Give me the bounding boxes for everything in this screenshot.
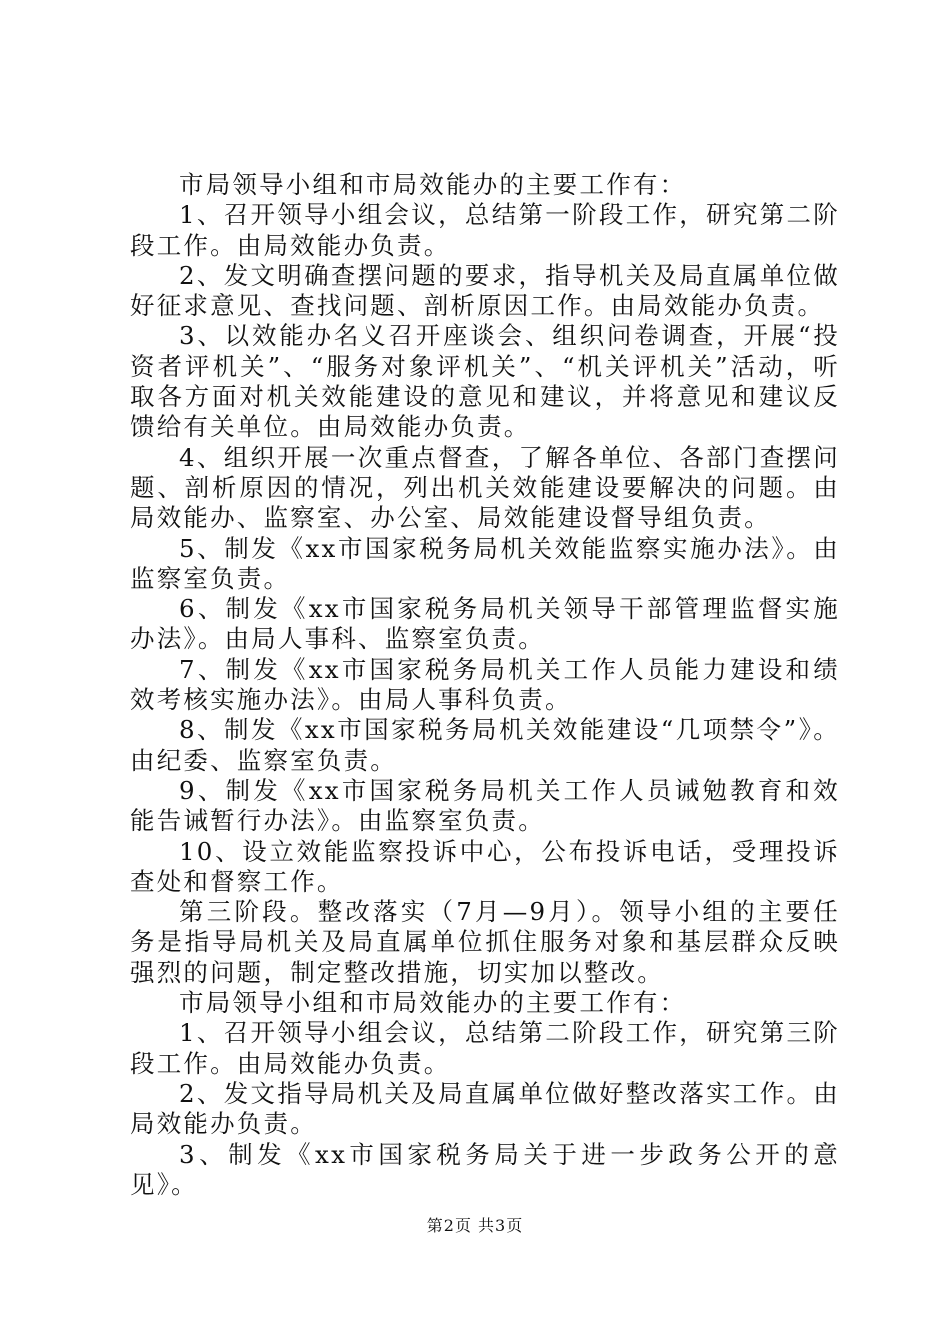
- paragraph-work-intro-2: 市局领导小组和市局效能办的主要工作有：: [179, 988, 687, 1018]
- paragraph-item-8: 8、制发《xx市国家税务局机关效能建设“几项禁令”》。由纪委、监察室负责。: [130, 715, 840, 775]
- paragraph-item-3: 3、以效能办名义召开座谈会、组织问卷调查，开展“投资者评机关”、“服务对象评机关”、“机关评机关”活动，听取各方面对机关效能建设的意见和建议，并将意见和建议反馈给有关单位。由局效能办负责。: [130, 321, 840, 442]
- paragraph-item-7: 7、制发《xx市国家税务局机关工作人员能力建设和绩效考核实施办法》。由局人事科负责。: [130, 654, 840, 715]
- page-number-footer: 第2页 共3页: [426, 1216, 524, 1235]
- paragraph-item-10: 10、设立效能监察投诉中心，公布投诉电话，受理投诉查处和督察工作。: [130, 836, 840, 896]
- paragraph-work-intro: 市局领导小组和市局效能办的主要工作有：: [179, 170, 687, 199]
- paragraph-stage3-item-1: 1、召开领导小组会议，总结第二阶段工作，研究第三阶段工作。由局效能办负责。: [130, 1018, 840, 1078]
- paragraph-item-5: 5、制发《xx市国家税务局机关效能监察实施办法》。由监察室负责。: [130, 533, 840, 593]
- paragraph-item-1: 1、召开领导小组会议，总结第一阶段工作，研究第二阶段工作。由局效能办负责。: [130, 200, 840, 260]
- paragraph-item-4: 4、组织开展一次重点督查，了解各单位、各部门查摆问题、剖析原因的情况，列出机关效能建设要解决的问题。由局效能办、监察室、办公室、局效能建设督导组负责。: [130, 442, 840, 533]
- paragraph-item-9: 9、制发《xx市国家税务局机关工作人员诫勉教育和效能告诫暂行办法》。由监察室负责。: [130, 775, 840, 836]
- paragraph-stage3-item-2: 2、发文指导局机关及局直属单位做好整改落实工作。由局效能办负责。: [130, 1078, 840, 1139]
- paragraph-stage3-item-3: 3、制发《xx市国家税务局关于进一步政务公开的意见》。: [130, 1139, 840, 1199]
- paragraph-stage-three: 第三阶段。整改落实（7月—9月）。领导小组的主要任务是指导局机关及局直属单位抓住服务对象和基层群众反映强烈的问题，制定整改措施，切实加以整改。: [130, 897, 840, 987]
- document-body: [130, 170, 840, 1200]
- paragraph-item-2: 2、发文明确查摆问题的要求，指导机关及局直属单位做好征求意见、查找问题、剖析原因工作。由局效能办负责。: [130, 260, 840, 321]
- paragraph-item-6: 6、制发《xx市国家税务局机关领导干部管理监督实施办法》。由局人事科、监察室负责。: [130, 594, 840, 654]
